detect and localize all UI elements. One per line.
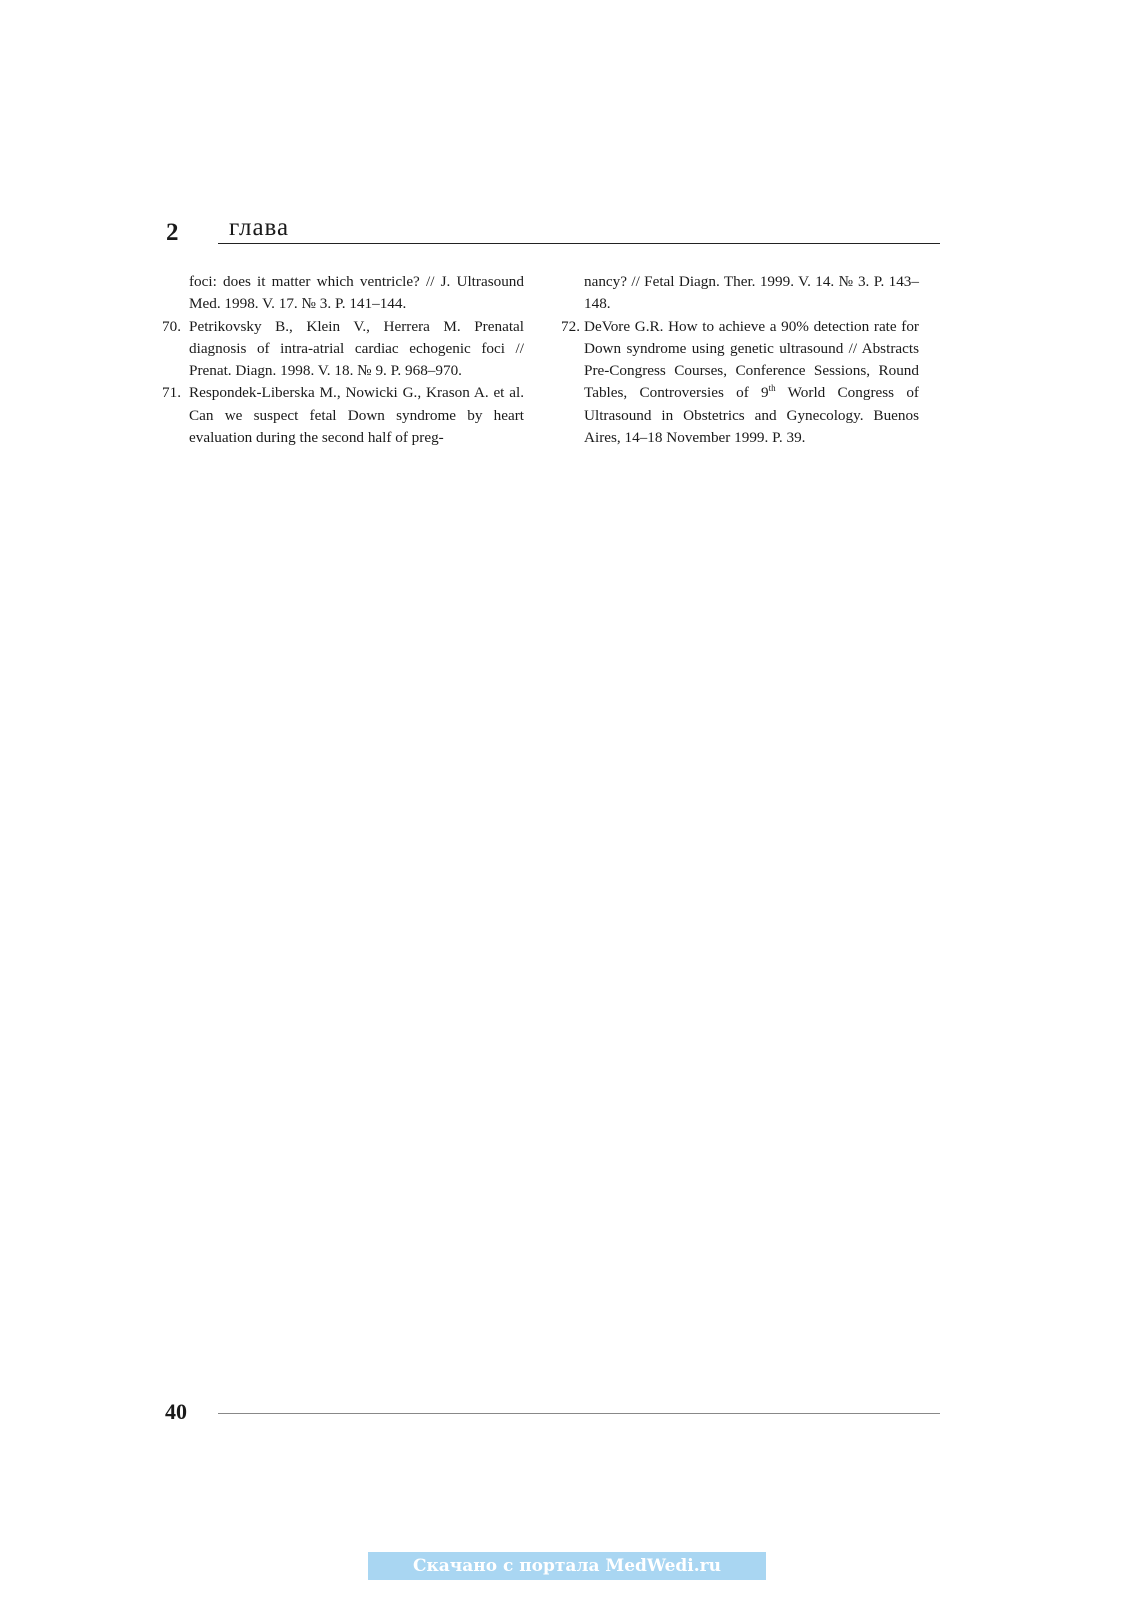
reference-number: 71.: [162, 384, 181, 402]
reference-number: 72.: [561, 317, 580, 335]
header-rule: [218, 243, 940, 244]
reference-item: [162, 382, 524, 449]
reference-text: foci: does it matter which ventricle? // J. Ultrasound Med. 1998. V. 17. № 3. P. 141–144.: [189, 273, 524, 313]
reference-text: Respondek-Liberska M., Nowicki G., Krason A. et al. Can we suspect fetal Down syndrome by heart evaluation during the second half of preg-: [189, 384, 524, 447]
footer-rule: [218, 1413, 940, 1414]
reference-text: Petrikovsky B., Klein V., Herrera M. Prenatal diagnosis of intra-atrial cardiac echogenic foci // Prenat. Diagn. 1998. V. 18. № 9. P. 968–970.: [189, 317, 524, 380]
page-number: 40: [165, 1399, 187, 1424]
reference-item: [562, 316, 919, 450]
chapter-heading: глава: [229, 214, 290, 241]
left-column: [162, 271, 524, 449]
reference-item: [562, 271, 919, 316]
watermark-text: Скачано с портала MedWedi.ru: [412, 1556, 721, 1576]
reference-text-part: DeVore G.R. How to achieve a 90% detection rate for Down syndrome using genetic ultrasound // Abstracts Pre-Congress Courses, Conference Sessions, Round Tables, Controversies of 9: [584, 317, 919, 402]
reference-text: nancy? // Fetal Diagn. Ther. 1999. V. 14. № 3. P. 143–148.: [584, 273, 919, 313]
reference-text: [584, 318, 919, 446]
ordinal-superscript: th: [768, 383, 776, 394]
right-column: [562, 271, 919, 449]
reference-item: [167, 271, 524, 316]
chapter-number: 2: [166, 219, 179, 246]
reference-text-part: World Congress of Ultrasound in Obstetrics and Gynecology. Buenos Aires, 14–18 November 1999. P. 39.: [584, 384, 919, 447]
watermark-banner: [368, 1552, 766, 1580]
reference-item: [162, 316, 524, 383]
reference-number: 70.: [162, 317, 181, 335]
